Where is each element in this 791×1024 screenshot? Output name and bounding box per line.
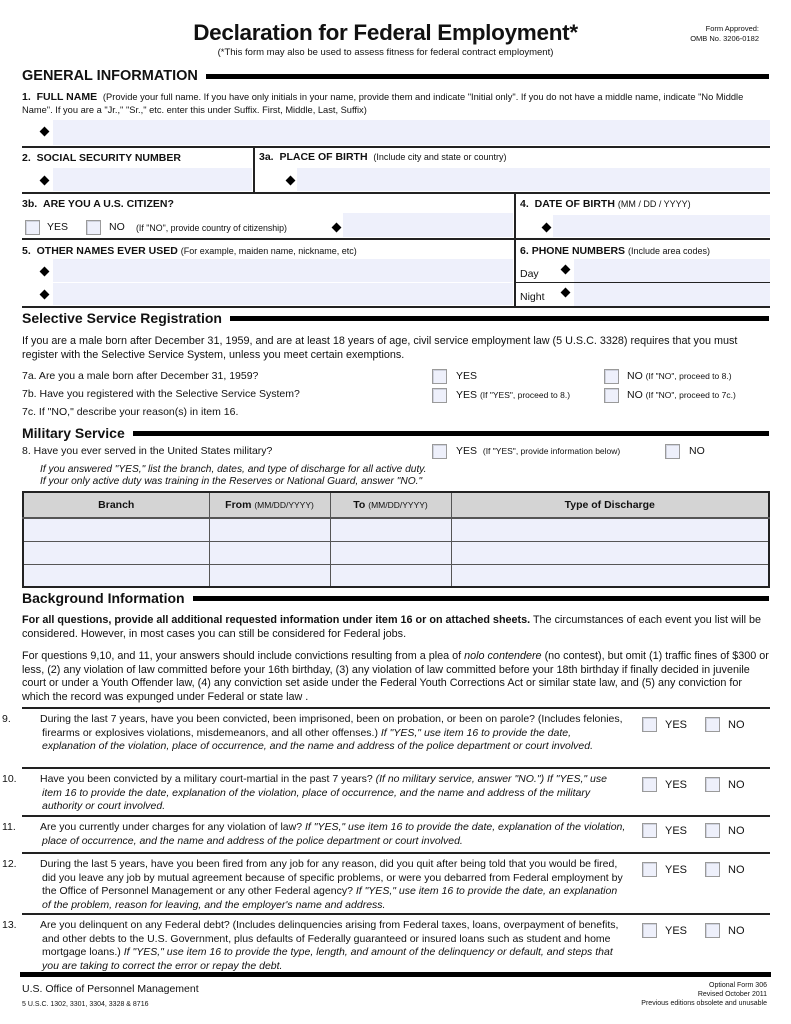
q12-no-checkbox[interactable] [705, 862, 720, 877]
question-12-text: 12. During the last 5 years, have you been fired from any job for any reason, did you quit after being told that you would be fired, did you leave any job by mutual agreement because of specific problems, or were you debarred from Federal employment by the Office of Personnel Management or any other Federal agency? If "YES," use item 16 to provide the date, an explanation of the problem, reason for leaving, and the employer's name and address. [2, 858, 623, 911]
other-names-input-1[interactable] [53, 259, 513, 282]
divider [22, 238, 770, 240]
from-cell[interactable] [209, 518, 330, 541]
section-background-information [22, 589, 769, 607]
section-rule [193, 596, 769, 601]
phone-day-input[interactable] [574, 259, 770, 282]
required-diamond-icon [332, 223, 342, 233]
question-13-options: YES NO [642, 923, 763, 938]
q11-yes-checkbox[interactable] [642, 823, 657, 838]
question-9-options: YES NO [642, 717, 763, 732]
section-general-information [22, 67, 769, 85]
q8-no-checkbox[interactable] [665, 444, 680, 459]
required-diamond-icon [40, 290, 50, 300]
footer-rule [20, 972, 771, 977]
date-of-birth-input[interactable] [553, 215, 770, 237]
branch-cell[interactable] [23, 518, 209, 541]
divider [22, 146, 770, 148]
form-number: Optional Form 306 [709, 982, 767, 989]
footer-form-info [641, 981, 767, 1008]
required-diamond-icon [561, 265, 571, 275]
omb-info [690, 24, 759, 44]
divider [253, 147, 255, 192]
table-row [23, 518, 769, 541]
form-subtitle: (*This form may also be used to assess fitness for federal contract employment) [217, 47, 554, 58]
col-discharge: Type of Discharge [451, 492, 769, 518]
from-cell[interactable] [209, 564, 330, 587]
q2-label: 2. SOCIAL SECURITY NUMBER [22, 152, 181, 164]
required-diamond-icon [40, 267, 50, 277]
question-10-text: 10. Have you been convicted by a military court-martial in the past 7 years? (If no military service, answer "NO.") If "YES," use item 16 to provide the date, explanation of the violation, place of occurrence, and the name and address of the military authority or court involved. [2, 773, 607, 812]
q7b-yes-label: YES (If "YES", proceed to 8.) [456, 389, 571, 401]
citizen-no-label: NO [109, 221, 125, 233]
q4-label: 4. DATE OF BIRTH (MM / DD / YYYY) [520, 198, 691, 210]
q8-yes-checkbox[interactable] [432, 444, 447, 459]
table-row [23, 541, 769, 564]
q6-label: 6. PHONE NUMBERS (Include area codes) [520, 245, 710, 257]
discharge-cell[interactable] [451, 541, 769, 564]
q8-text: 8. Have you ever served in the United States military? [22, 445, 273, 457]
required-diamond-icon [542, 223, 552, 233]
q9-no-checkbox[interactable] [705, 717, 720, 732]
background-intro: For all questions, provide all additional requested information under item 16 or on attached sheets. The circumstances of each event you list will be considered. However, in most cases you can still be considered for Federal jobs. [22, 614, 761, 640]
table-row [23, 564, 769, 587]
q7a-no-checkbox[interactable] [604, 369, 619, 384]
phone-day-label: Day [520, 268, 539, 280]
phone-night-input[interactable] [574, 283, 770, 306]
q7a-text: 7a. Are you a male born after December 31, 1959? [22, 370, 259, 382]
discharge-cell[interactable] [451, 518, 769, 541]
q9-yes-checkbox[interactable] [642, 717, 657, 732]
q7a-no-label: NO (If "NO", proceed to 8.) [627, 370, 732, 382]
footer-agency: U.S. Office of Personnel Management [22, 983, 199, 995]
divider [514, 239, 516, 307]
q8-yes-label: YES (If "YES", provide information below) [456, 445, 621, 457]
q7a-yes-checkbox[interactable] [432, 369, 447, 384]
citizen-no-checkbox[interactable] [86, 220, 101, 235]
citizenship-country-input[interactable] [343, 213, 513, 237]
question-13-text: 13. Are you delinquent on any Federal debt? (Includes delinquencies arising from Federal taxes, loans, overpayment of benefits, and other debts to the U.S. Government, plus defaults of Federally guaranteed or insured loans such as student and home mortgage loans.) If "YES," use item 16 to provide the type, length, and amount of the delinquency or default, and steps that you are taking to correct the error or repay the debt. [2, 919, 619, 972]
q10-yes-checkbox[interactable] [642, 777, 657, 792]
section-rule [230, 316, 769, 321]
selective-intro: If you are a male born after December 31, 1959, and are at least 18 years of age, civil service employment law (5 U.S.C. 3328) requires that you must register with the Selective Service System, unless you meet certain exemptions. [22, 335, 738, 361]
question-9-row [2, 707, 770, 767]
form-title: Declaration for Federal Employment* [193, 20, 578, 45]
omb-number: OMB No. 3206-0182 [690, 34, 759, 43]
divider [22, 192, 770, 194]
required-diamond-icon [40, 176, 50, 186]
section-military-service [22, 424, 769, 442]
q12-yes-checkbox[interactable] [642, 862, 657, 877]
q10-no-checkbox[interactable] [705, 777, 720, 792]
section-title: GENERAL INFORMATION [22, 68, 198, 84]
branch-cell[interactable] [23, 541, 209, 564]
form-approved-label: Form Approved: [705, 24, 759, 33]
question-12-options: YES NO [642, 862, 763, 877]
required-diamond-icon [561, 288, 571, 298]
q7b-no-label: NO (If "NO", proceed to 7c.) [627, 389, 736, 401]
q7b-no-checkbox[interactable] [604, 388, 619, 403]
divider [514, 193, 516, 238]
background-instructions: For questions 9,10, and 11, your answers should include convictions resulting from a plea of nolo contendere (no contest), but omit (1) traffic fines of $300 or less, (2) any violation of law committed before your 16th birthday, (3) any violation of law committed before your 18th birthday if finally decided in juvenile court or under a Youth Offender law, (4) any conviction set aside under the Federal Youth Corrections Act or similar state law, and (5) any conviction for which the record was expunged under Federal or state law . [22, 650, 769, 703]
to-cell[interactable] [330, 564, 451, 587]
q3a-label: 3a. PLACE OF BIRTH (Include city and state or country) [259, 151, 507, 163]
section-selective-service [22, 309, 769, 327]
editions-note: Previous editions obsolete and unusable [641, 1000, 767, 1007]
q5-label: 5. OTHER NAMES EVER USED (For example, maiden name, nickname, etc) [22, 245, 357, 257]
q7a-yes-label: YES [456, 370, 478, 382]
footer-law: 5 U.S.C. 1302, 3301, 3304, 3328 & 8716 [22, 1001, 149, 1008]
military-note: If you answered "YES," list the branch, dates, and type of discharge for all active duty. If your only active duty was training in the Reserves or National Guard, answer "NO." [40, 464, 427, 487]
question-11-row [2, 815, 770, 852]
q3b-label: 3b. ARE YOU A U.S. CITIZEN? [22, 198, 174, 210]
to-cell[interactable] [330, 541, 451, 564]
q7b-yes-checkbox[interactable] [432, 388, 447, 403]
question-11-text: 11. Are you currently under charges for any violation of law? If "YES," use item 16 to provide the date, explanation of the violation, place of occurrence, and the name and address of the police department or court involved. [2, 821, 626, 847]
to-cell[interactable] [330, 518, 451, 541]
revision-date: Revised October 2011 [697, 991, 767, 998]
question-9-text: 9. During the last 7 years, have you been convicted, been imprisoned, been on probation, or been on parole? (Includes felonies, firearms or explosives violations, misdemeanors, and all other offenses.) If "YES," use item 16 to provide the date, explanation of the violation, place of occurrence, and the name and address of the police department or court involved. [2, 713, 623, 752]
q13-no-checkbox[interactable] [705, 923, 720, 938]
q13-yes-checkbox[interactable] [642, 923, 657, 938]
q11-no-checkbox[interactable] [705, 823, 720, 838]
q7b-text: 7b. Have you registered with the Selective Service System? [22, 388, 300, 400]
discharge-cell[interactable] [451, 564, 769, 587]
question-10-options: YES NO [642, 777, 763, 792]
section-title: Selective Service Registration [22, 310, 222, 326]
ssn-input[interactable] [53, 168, 252, 191]
col-from: From (MM/DD/YYYY) [209, 492, 330, 518]
section-title: Military Service [22, 425, 125, 441]
section-rule [133, 431, 769, 436]
full-name-input[interactable] [53, 120, 770, 145]
col-to: To (MM/DD/YYYY) [330, 492, 451, 518]
question-12-row [2, 852, 770, 913]
required-diamond-icon [286, 176, 296, 186]
q8-no-label: NO [689, 445, 705, 457]
phone-night-label: Night [520, 291, 545, 303]
question-11-options: YES NO [642, 823, 763, 838]
table-header-row [23, 492, 769, 518]
branch-cell[interactable] [23, 564, 209, 587]
divider [22, 306, 770, 308]
question-13-row [2, 913, 770, 972]
citizen-yes-checkbox[interactable] [25, 220, 40, 235]
q7c-text: 7c. If "NO," describe your reason(s) in item 16. [22, 406, 239, 418]
place-of-birth-input[interactable] [297, 168, 770, 191]
citizen-help: (If "NO", provide country of citizenship) [136, 223, 287, 233]
question-10-row [2, 767, 770, 815]
section-title: Background Information [22, 590, 185, 606]
military-service-table [22, 491, 770, 588]
col-branch: Branch [23, 492, 209, 518]
required-diamond-icon [40, 127, 50, 137]
q1-label: 1. FULL NAME (Provide your full name. If you have only initials in your name, provide them and indicate "Initial only". If you do not have a middle name, indicate "No Middle Name". If you are a "Jr.," "Sr.," etc. enter this under Suffix. First, Middle, Last, Suffix) [22, 91, 744, 115]
other-names-input-2[interactable] [53, 283, 513, 305]
section-rule [206, 74, 769, 79]
from-cell[interactable] [209, 541, 330, 564]
citizen-yes-label: YES [47, 221, 69, 233]
